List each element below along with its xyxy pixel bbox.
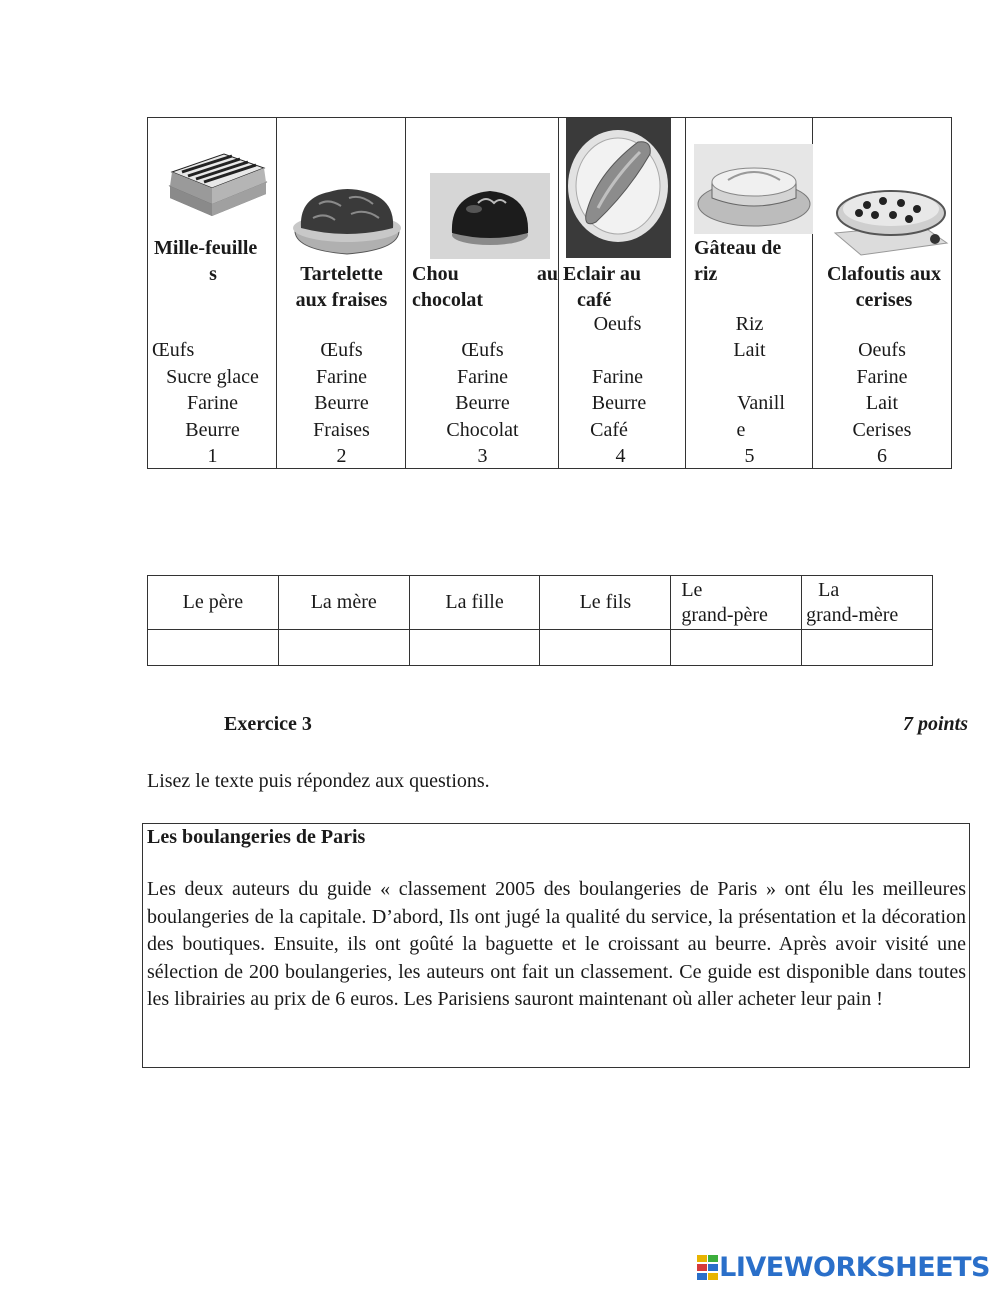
ingredient: Fraises [313,419,370,441]
ingredient: Beurre [185,419,240,441]
ingredient: e [736,419,746,441]
ingredient: Farine [456,366,509,388]
ingredient: Farine [591,366,644,388]
chou-image [430,173,550,259]
ingredient: Sucre glace [166,366,259,388]
ingredient: Oeufs [593,313,642,335]
family-header-row [148,576,933,630]
exercise-instruction: Lisez le texte puis répondez aux questions. [147,770,490,792]
family-header: La fille [409,576,540,630]
pastry-name: Chou au chocolat [412,263,558,311]
pastry-column-6 [813,118,951,468]
family-header: Le père [148,576,279,630]
reading-box [142,823,970,1068]
pastry-number: 2 [336,445,347,467]
family-header: Le grand-père [671,576,802,630]
family-table [147,575,933,666]
ingredient: Riz [735,313,764,335]
ingredient: Lait [733,339,766,361]
eclair-image [566,118,671,258]
ingredient: Farine [856,366,908,388]
family-header: La grand-mère [802,576,933,630]
ingredient: Beurre [455,392,510,414]
ingredient: Œufs [152,339,195,361]
pastry-column-1 [148,118,277,468]
pastry-number: 6 [877,445,887,467]
family-header: La mère [278,576,409,630]
pastry-number: 5 [744,445,755,467]
ingredient: Oeufs [858,339,906,361]
ingredient: Chocolat [446,419,519,441]
ingredient: Farine [315,366,368,388]
ingredient: Farine [186,392,239,414]
ingredient: Beurre [591,392,647,414]
pastry-column-5 [686,118,813,468]
answer-cell[interactable] [671,630,802,666]
answer-cell[interactable] [802,630,933,666]
reading-text: Les deux auteurs du guide « classement 2005 des boulangeries de Paris » ont élu les meilleures boulangeries de la capitale. D’abord, Ils ont jugé la qualité du service, la présentation et la décoration des boutiques. Ensuite, ils ont goûté la baguette et le croissant au beurre. Après avoir visité une sélection de 200 boulangeries, les auteurs ont fait un classement. Ce guide est disponible dans toutes les librairies au prix de 6 euros. Les Parisiens sauront maintenant où aller acheter leur pain ! [147,878,966,1011]
pastry-number: 3 [477,445,488,467]
answer-cell[interactable] [540,630,671,666]
logo-blocks-icon [697,1255,719,1281]
pastry-name: Clafoutis aux cerises [827,263,941,311]
clafoutis-image [831,173,951,259]
pastry-column-4 [559,118,686,468]
liveworksheets-logo [697,1252,990,1283]
pastry-column-2 [277,118,406,468]
pastry-column-3 [406,118,559,468]
ingredient: Œufs [461,339,504,361]
answer-cell[interactable] [278,630,409,666]
ingredient: Cerises [852,419,912,441]
tartelette-image [289,184,405,260]
family-header: Le fils [540,576,671,630]
exercise-title: Exercice 3 [224,713,312,735]
pastry-name: Mille-feuille s [154,237,258,285]
ingredient: Vanill [737,392,785,414]
ingredient: Œufs [320,339,363,361]
pastry-name: Eclair au café [563,263,641,311]
ingredient: Lait [865,392,899,414]
ingredient: Beurre [314,392,369,414]
exercise-points: 7 points [902,713,968,735]
gateau-de-riz-image [694,144,813,234]
pastry-name: Gâteau de riz [694,237,782,285]
answer-cell[interactable] [148,630,279,666]
mille-feuille-image [162,146,270,226]
ingredient: Café [590,419,628,441]
logo-text: LIVEWORKSHEETS [719,1252,990,1283]
pastry-table [147,117,952,469]
reading-title: Les boulangeries de Paris [147,826,366,848]
pastry-name: Tartelette aux fraises [295,263,388,311]
pastry-number: 1 [207,445,218,467]
answer-cell[interactable] [409,630,540,666]
family-answer-row [148,630,933,666]
pastry-number: 4 [615,445,626,467]
